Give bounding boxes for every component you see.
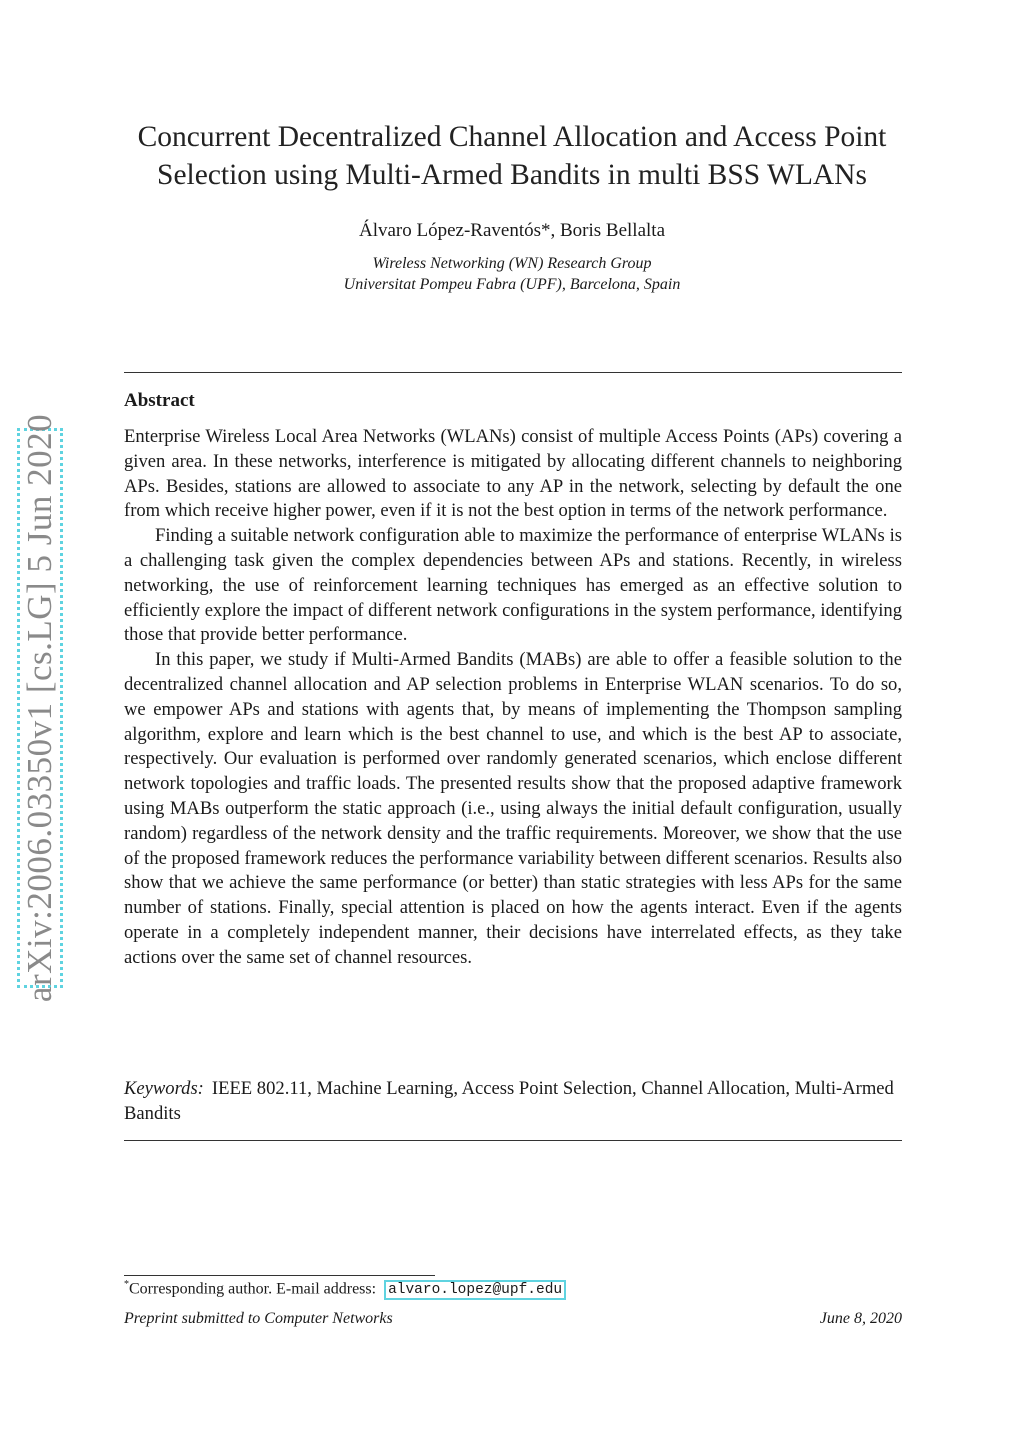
affiliation-group: Wireless Networking (WN) Research Group [372,255,652,272]
preprint-note: Preprint submitted to Computer Networks [124,1310,393,1327]
abstract-top-rule [124,372,902,373]
keywords-list: IEEE 802.11, Machine Learning, Access Point Selection, Channel Allocation, Multi-Armed Bandits [124,1078,894,1124]
arxiv-stamp[interactable] [17,413,63,1003]
affiliation-university: Universitat Pompeu Fabra (UPF), Barcelona, Spain [343,276,681,293]
arxiv-id: arXiv:2006.03350v1 [cs.LG] 5 Jun 2020 [20,413,59,1003]
footnote-rule [124,1275,435,1276]
abstract-paragraph: Enterprise Wireless Local Area Networks (WLANs) consist of multiple Access Points (APs) covering a given area. In these networks, interference is mitigated by allocating different channels to neighboring APs. Besides, stations are allowed to associate to any AP in the network, selecting by default the one from which receive higher power, even if it is not the best option in terms of the network performance. [124,426,902,522]
email-link[interactable]: alvaro.lopez@upf.edu [384,1280,566,1300]
footnote [124,1279,566,1298]
title-line-1: Concurrent Decentralized Channel Allocation and Access Point [137,121,887,153]
footnote-text: Corresponding author. E-mail address: [129,1280,377,1298]
keywords [124,1077,902,1127]
preprint-date: June 8, 2020 [819,1310,902,1327]
title-line-2: Selection using Multi-Armed Bandits in multi BSS WLANs [157,159,867,191]
abstract-paragraph: Finding a suitable network configuration able to maximize the performance of enterprise WLANs is a challenging task given the complex dependencies between APs and stations. Recently, in wireless networking, the use of reinforcement learning techniques has emerged as an effective solution to efficiently explore the impact of different network configurations in the system performance, identifying those that provide better performance. [124,525,902,646]
authors: Álvaro López-Raventós*, Boris Bellalta [358,220,666,241]
abstract-body [124,425,902,971]
keywords-label: Keywords: [124,1078,204,1099]
footnote-marker: * [124,1279,129,1290]
abstract-paragraph: In this paper, we study if Multi-Armed Bandits (MABs) are able to offer a feasible solution to the decentralized channel allocation and AP selection problems in Enterprise WLAN scenarios. To do so, we empower APs and stations with agents that, by means of implementing the Thompson sampling algorithm, explore and learn which is the best channel to use, and which is the best AP to associate, respectively. Our evaluation is performed over randomly generated scenarios, which enclose different network topologies and traffic loads. The presented results show that the proposed adaptive framework using MABs outperform the static approach (i.e., using always the initial default configuration, usually random) regardless of the network density and the traffic requirements. Moreover, we show that the use of the proposed framework reduces the performance variability between different scenarios. Results also show that we achieve the same performance (or better) than static strategies with less APs for the same number of stations. Finally, special attention is placed on how the agents interact. Even if the agents operate in a completely independent manner, their decisions have interrelated effects, as they take actions over the same set of channel resources. [124,649,902,968]
abstract-heading: Abstract [124,390,195,411]
abstract-bottom-rule [124,1140,902,1141]
paper-title [100,118,924,194]
